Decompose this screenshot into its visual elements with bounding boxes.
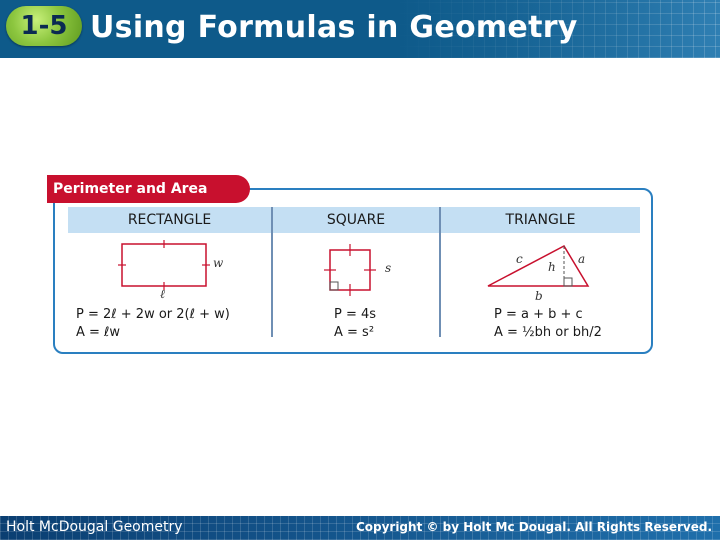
rectangle-heading: RECTANGLE xyxy=(68,207,271,233)
square-figure xyxy=(322,240,392,300)
rectangle-perimeter-formula: P = 2ℓ + 2w or 2(ℓ + w) xyxy=(76,307,230,322)
square-heading: SQUARE xyxy=(273,207,439,233)
triangle-base-label: b xyxy=(535,289,543,303)
footer-publisher: Holt McDougal Geometry xyxy=(6,519,183,535)
triangle-area-formula: A = ½bh or bh/2 xyxy=(494,325,602,340)
lesson-number: 1-5 xyxy=(20,11,68,41)
triangle-height-label: h xyxy=(548,260,556,274)
rectangle-figure xyxy=(118,238,218,300)
triangle-figure xyxy=(484,242,594,292)
card-tab-label: Perimeter and Area xyxy=(47,175,250,203)
page-title: Using Formulas in Geometry xyxy=(90,10,578,45)
rectangle-area-formula: A = ℓw xyxy=(76,325,121,340)
rectangle-width-label: w xyxy=(213,256,224,270)
footer-bar xyxy=(0,516,720,540)
triangle-heading: TRIANGLE xyxy=(441,207,640,233)
triangle-side-c-label: c xyxy=(516,252,523,266)
triangle-perimeter-formula: P = a + b + c xyxy=(494,307,583,322)
triangle-side-a-label: a xyxy=(578,252,586,266)
header-bar xyxy=(0,0,720,58)
square-area-formula: A = s² xyxy=(334,325,375,340)
square-side-label: s xyxy=(385,261,392,275)
footer-copyright: Copyright © by Holt Mc Dougal. All Rights Reserved. xyxy=(355,520,712,534)
rectangle-length-label: ℓ xyxy=(160,287,165,301)
column-divider xyxy=(439,207,441,337)
square-perimeter-formula: P = 4s xyxy=(334,307,377,322)
column-divider xyxy=(271,207,273,337)
lesson-badge xyxy=(6,6,82,46)
